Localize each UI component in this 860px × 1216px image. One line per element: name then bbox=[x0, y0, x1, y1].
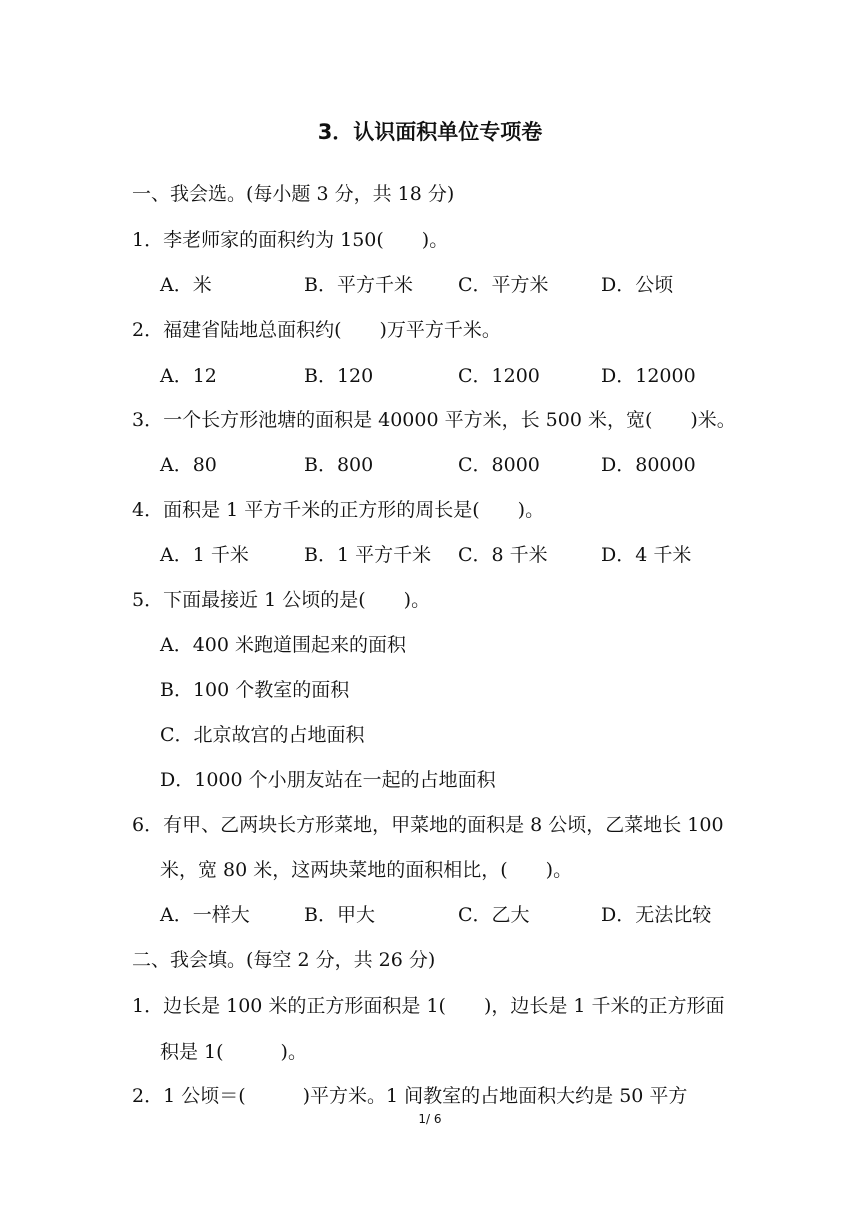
question-5-option-c: C．北京故宫的占地面积 bbox=[160, 724, 365, 746]
question-4-stem: 4．面积是 1 平方千米的正方形的周长是( )。 bbox=[132, 499, 545, 521]
page-number: 1/ 6 bbox=[418, 1112, 442, 1126]
question-5-option-d: D．1000 个小朋友站在一起的占地面积 bbox=[160, 769, 496, 791]
question-2-stem: 2．福建省陆地总面积约( )万平方千米。 bbox=[132, 319, 501, 341]
question-4-option-d: D．4 千米 bbox=[601, 544, 692, 566]
question-1-stem: 1．李老师家的面积约为 150( )。 bbox=[132, 229, 449, 251]
question-1-option-b: B．平方千米 bbox=[304, 274, 413, 296]
question-2-option-b: B．120 bbox=[304, 365, 374, 387]
page-title: 3．认识面积单位专项卷 bbox=[317, 120, 543, 144]
question-6-option-d: D．无法比较 bbox=[601, 904, 712, 926]
section-1-heading: 一、我会选。(每小题 3 分，共 18 分) bbox=[132, 183, 455, 205]
question-5-option-a: A．400 米跑道围起来的面积 bbox=[160, 634, 407, 656]
question-2-option-c: C．1200 bbox=[458, 365, 540, 387]
question-4-option-c: C．8 千米 bbox=[458, 544, 548, 566]
question-5-option-b: B．100 个教室的面积 bbox=[160, 679, 350, 701]
fill-question-2-line-1: 2．1 公顷＝( )平方米。1 间教室的占地面积大约是 50 平方 bbox=[132, 1085, 688, 1107]
question-6-option-b: B．甲大 bbox=[304, 904, 375, 926]
question-3-option-b: B．800 bbox=[304, 454, 374, 476]
question-4-option-a: A．1 千米 bbox=[160, 544, 249, 566]
question-3-option-a: A．80 bbox=[160, 454, 217, 476]
fill-question-1-line-2: 积是 1( )。 bbox=[160, 1041, 307, 1063]
question-2-option-d: D．12000 bbox=[601, 365, 696, 387]
question-6-option-c: C．乙大 bbox=[458, 904, 530, 926]
question-3-option-c: C．8000 bbox=[458, 454, 540, 476]
question-6-stem-line-2: 米，宽 80 米，这两块菜地的面积相比，( )。 bbox=[160, 859, 573, 881]
question-3-stem: 3．一个长方形池塘的面积是 40000 平方米，长 500 米，宽( )米。 bbox=[132, 409, 736, 431]
question-4-option-b: B．1 平方千米 bbox=[304, 544, 432, 566]
section-2-heading: 二、我会填。(每空 2 分，共 26 分) bbox=[132, 949, 436, 971]
question-6-stem-line-1: 6．有甲、乙两块长方形菜地，甲菜地的面积是 8 公顷，乙菜地长 100 bbox=[132, 814, 724, 836]
question-1-option-d: D．公顷 bbox=[601, 274, 674, 296]
fill-question-1-line-1: 1．边长是 100 米的正方形面积是 1( )，边长是 1 千米的正方形面 bbox=[132, 995, 725, 1017]
question-5-stem: 5．下面最接近 1 公顷的是( )。 bbox=[132, 589, 431, 611]
question-1-option-a: A．米 bbox=[160, 274, 212, 296]
question-3-option-d: D．80000 bbox=[601, 454, 696, 476]
question-6-option-a: A．一样大 bbox=[160, 904, 250, 926]
question-2-option-a: A．12 bbox=[160, 365, 217, 387]
question-1-option-c: C．平方米 bbox=[458, 274, 549, 296]
